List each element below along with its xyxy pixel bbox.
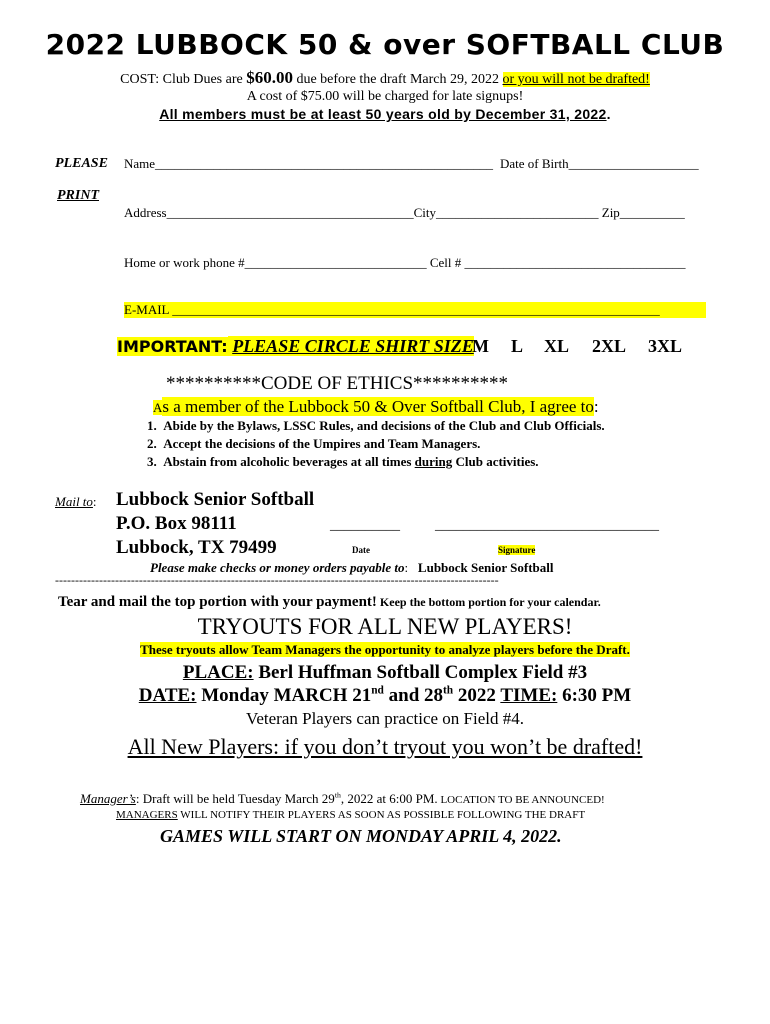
tryout-warning: All New Players: if you don’t tryout you won’t be drafted!: [127, 734, 643, 759]
dob-field[interactable]: Date of Birth____________________: [500, 156, 699, 171]
shirt-text: PLEASE CIRCLE SHIRT SIZE: [232, 336, 474, 356]
signature-label: Signature: [498, 545, 536, 555]
mail-address-line-2: P.O. Box 98111: [116, 513, 237, 534]
cost-mid: due before the draft March 29, 2022: [292, 72, 503, 87]
print-label: PRINT: [57, 188, 99, 203]
tear-instructions: Tear and mail the top portion with your payment! Keep the bottom portion for your calendar.: [58, 594, 601, 610]
games-start: GAMES WILL START ON MONDAY APRIL 4, 2022.: [160, 826, 562, 846]
name-field[interactable]: Name____________________________________________________: [124, 156, 494, 171]
mail-to-label: Mail to:: [55, 494, 97, 509]
age-rule: All members must be at least 50 years old by December 31, 2022: [159, 106, 607, 122]
mail-address-line-3: Lubbock, TX 79499: [116, 537, 277, 558]
date-line[interactable]: __________: [330, 518, 400, 533]
age-rule-line: [0, 106, 770, 122]
shirt-size-row: [117, 336, 474, 357]
tryouts-subheading: These tryouts allow Team Managers the opportunity to analyze players before the Draft.: [140, 642, 630, 657]
ethics-item-3: 3. Abstain from alcoholic beverages at all times during Club activities.: [147, 454, 539, 469]
ethics-heading: **********CODE OF ETHICS**********: [166, 373, 509, 394]
ethics-intro-text: s a member of the Lubbock 50 & Over Softball Club, I agree to: [162, 397, 594, 416]
ethics-intro: [153, 397, 599, 417]
tryouts-subheading-row: [0, 642, 770, 658]
age-rule-end: .: [606, 106, 611, 122]
cost-line: [0, 68, 770, 88]
signature-line[interactable]: ________________________________: [435, 518, 659, 533]
cost-prefix: COST: Club Dues are: [120, 72, 247, 87]
size-m[interactable]: M: [472, 336, 489, 356]
please-label: PLEASE: [55, 156, 108, 171]
ethics-intro-a: A: [153, 400, 163, 415]
payable-line: Please make checks or money orders payable to: Lubbock Senior Softball: [150, 560, 554, 575]
ethics-item-1: 1. Abide by the Bylaws, LSSC Rules, and decisions of the Club and Club Officials.: [147, 418, 605, 433]
size-3xl[interactable]: 3XL: [648, 336, 683, 356]
ethics-item-2: 2. Accept the decisions of the Umpires and Team Managers.: [147, 436, 481, 451]
address-field[interactable]: Address______________________________________City_________________________ Zip__________: [124, 205, 685, 220]
phone-field[interactable]: Home or work phone #____________________________ Cell # __________________________________: [124, 255, 686, 270]
tear-divider: ---------------------------------------------------------------------------------------------------------------: [55, 573, 499, 587]
cost-warning: or you will not be drafted!: [502, 72, 650, 87]
managers-notify: MANAGERS WILL NOTIFY THEIR PLAYERS AS SOON AS POSSIBLE FOLLOWING THE DRAFT: [116, 809, 586, 821]
date-label: Date: [352, 545, 370, 555]
tryouts-date: DATE: Monday MARCH 21nd and 28th 2022 TIME: 6:30 PM: [138, 684, 632, 706]
important-label: IMPORTANT:: [117, 337, 228, 356]
page-title: 2022 LUBBOCK 50 & over SOFTBALL CLUB: [45, 28, 725, 61]
cost-amount: $60.00: [246, 68, 293, 87]
size-2xl[interactable]: 2XL: [592, 336, 627, 356]
size-l[interactable]: L: [511, 336, 524, 356]
mail-address-line-1: Lubbock Senior Softball: [116, 489, 315, 510]
late-fee: A cost of $75.00 will be charged for late signups!: [246, 89, 524, 104]
tryouts-heading: TRYOUTS FOR ALL NEW PLAYERS!: [197, 614, 573, 639]
size-xl[interactable]: XL: [544, 336, 570, 356]
draft-note: Manager’s: Draft will be held Tuesday March 29th, 2022 at 6:00 PM. LOCATION TO BE ANNOUNCED!: [80, 790, 605, 806]
email-field[interactable]: E-MAIL ___________________________________________________________________________: [124, 302, 706, 318]
tryouts-place: PLACE: Berl Huffman Softball Complex Field #3: [182, 662, 588, 683]
ethics-intro-colon: :: [593, 397, 599, 416]
veterans-note: Veteran Players can practice on Field #4.: [245, 709, 525, 728]
